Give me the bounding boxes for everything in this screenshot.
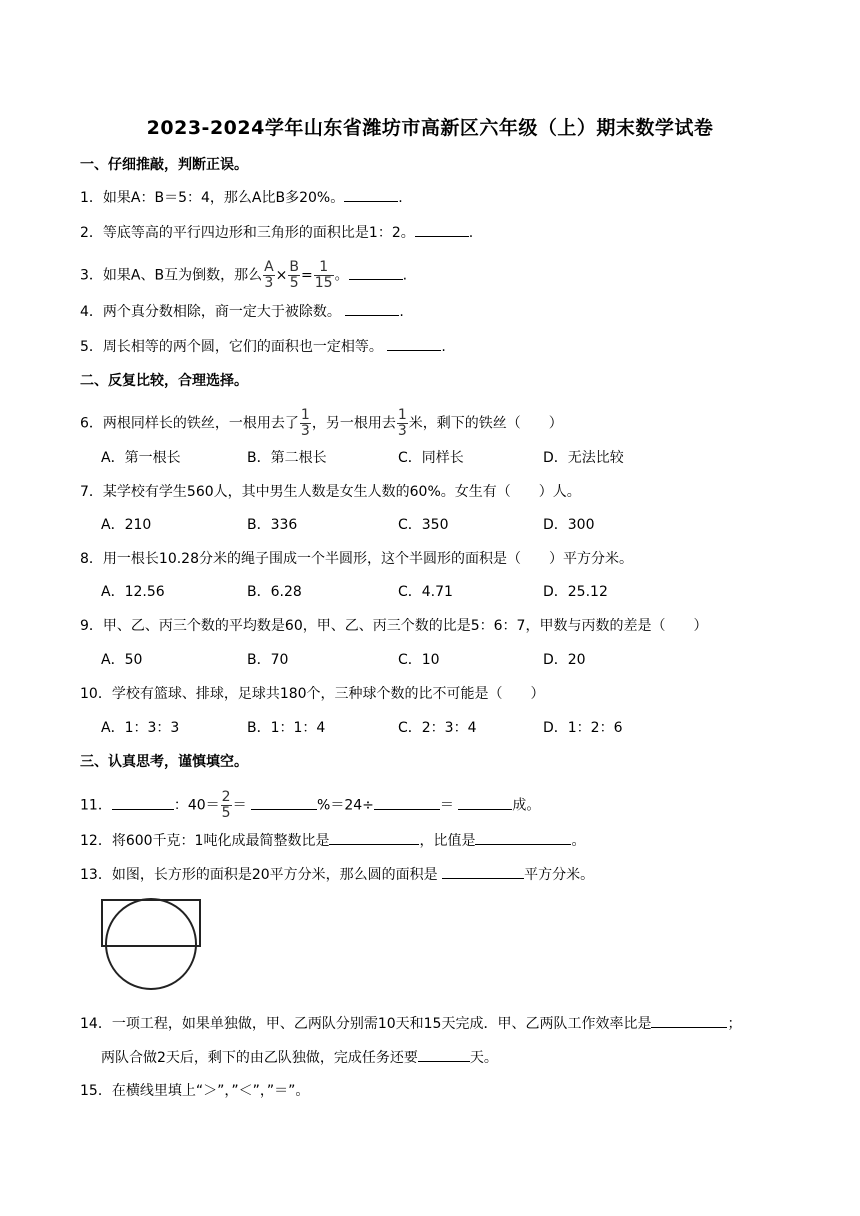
option-a[interactable]: A．1：3：3 — [101, 720, 180, 736]
equals-sign: = — [301, 267, 313, 284]
question-1-text: 1．如果A：B＝5：4，那么A比B多20%。 — [80, 190, 345, 206]
question-end-mark: . — [398, 190, 403, 206]
question-11 — [80, 790, 540, 821]
question-14-line-1 — [80, 1013, 741, 1034]
option-c[interactable]: C．10 — [398, 652, 440, 668]
question-6-middle-text: ，另一根用去 — [311, 415, 396, 432]
section-1-heading: 一、仔细推敲，判断正误。 — [80, 157, 248, 173]
option-d[interactable]: D．1：2：6 — [543, 720, 623, 736]
question-2 — [80, 222, 473, 243]
question-end-mark: . — [441, 339, 446, 355]
period: 。 — [334, 267, 349, 284]
question-end-mark: 。 — [571, 833, 586, 849]
option-b[interactable]: B．第二根长 — [247, 450, 327, 466]
question-13 — [80, 864, 594, 885]
equals-sign: ＝ — [439, 797, 454, 814]
question-13-end-text: 平方分米。 — [524, 867, 595, 883]
page-title: 2023-2024学年山东省潍坊市高新区六年级（上）期末数学试卷 — [146, 117, 714, 139]
question-6-text: 6．两根同样长的铁丝，一根用去了 — [80, 415, 299, 432]
answer-blank[interactable] — [345, 301, 399, 316]
question-15: 15．在横线里填上“＞”，”＜”，”＝”。 — [80, 1083, 310, 1099]
question-3 — [80, 260, 407, 291]
question-3-text: 3．如果A、B互为倒数，那么 — [80, 267, 263, 284]
rectangle-shape — [102, 900, 200, 946]
option-d[interactable]: D．无法比较 — [543, 450, 624, 466]
option-b[interactable]: B．6.28 — [247, 584, 302, 600]
answer-blank[interactable] — [415, 222, 469, 237]
option-c[interactable]: C．2：3：4 — [398, 720, 477, 736]
option-d[interactable]: D．300 — [543, 517, 595, 533]
option-c[interactable]: C．同样长 — [398, 450, 464, 466]
fraction-2-over-5: $\frac{2}{5}$ — [221, 789, 231, 821]
question-6 — [80, 408, 563, 439]
circle-shape — [106, 899, 196, 989]
answer-blank[interactable] — [387, 336, 441, 351]
fraction-a-over-3: $\frac{A}{3}$ — [264, 259, 274, 291]
answer-blank[interactable] — [442, 864, 524, 879]
fraction-1-over-3: $\frac{1}{3}$ — [300, 407, 310, 439]
question-14-text: 两队合做2天后，剩下的由乙队独做，完成任务还要 — [101, 1050, 418, 1066]
answer-blank[interactable] — [651, 1013, 727, 1028]
option-a[interactable]: A．210 — [101, 517, 152, 533]
question-1 — [80, 187, 403, 208]
answer-blank[interactable] — [344, 187, 398, 202]
times-sign: × — [275, 267, 288, 284]
option-a[interactable]: A．50 — [101, 652, 143, 668]
section-2-heading: 二、反复比较，合理选择。 — [80, 373, 248, 389]
answer-blank[interactable] — [329, 830, 419, 845]
question-14-semicolon: ； — [727, 1016, 742, 1032]
question-14-text: 14．一项工程，如果单独做，甲、乙两队分别需10天和15天完成．甲、乙两队工作效率比是 — [80, 1016, 652, 1032]
option-d[interactable]: D．25.12 — [543, 584, 608, 600]
rectangle-circle-figure — [100, 898, 202, 992]
equals-sign: ＝ — [232, 797, 247, 814]
option-b[interactable]: B．70 — [247, 652, 289, 668]
question-8: 8．用一根长10.28分米的绳子围成一个半圆形，这个半圆形的面积是（ ）平方分米。 — [80, 551, 633, 567]
option-b[interactable]: B．1：1：4 — [247, 720, 326, 736]
question-13-text: 13．如图，长方形的面积是20平方分米，那么圆的面积是 — [80, 867, 438, 883]
question-end-mark: . — [468, 225, 474, 241]
answer-blank[interactable] — [374, 795, 440, 810]
answer-blank[interactable] — [349, 265, 403, 280]
question-5-text: 5．周长相等的两个圆，它们的面积也一定相等。 — [80, 339, 383, 355]
question-4 — [80, 301, 404, 322]
question-12-middle-text: ，比值是 — [419, 833, 476, 849]
question-12 — [80, 830, 585, 851]
option-d[interactable]: D．20 — [543, 652, 586, 668]
fraction-1-over-15: $\frac{1}{15}$ — [314, 259, 333, 291]
question-12-text: 12．将600千克：1吨化成最简整数比是 — [80, 833, 330, 849]
option-a[interactable]: A．第一根长 — [101, 450, 181, 466]
question-end-mark: . — [399, 304, 404, 320]
section-3-heading: 三、认真思考，谨慎填空。 — [80, 754, 248, 770]
question-5 — [80, 336, 446, 357]
option-c[interactable]: C．4.71 — [398, 584, 453, 600]
question-11-number: 11． — [80, 797, 112, 814]
answer-blank[interactable] — [251, 795, 317, 810]
fraction-b-over-5: $\frac{B}{5}$ — [289, 259, 300, 291]
question-14-end-text: 天。 — [469, 1050, 498, 1066]
answer-blank[interactable] — [112, 795, 174, 810]
option-b[interactable]: B．336 — [247, 517, 298, 533]
answer-blank[interactable] — [458, 795, 512, 810]
fraction-1-over-3: $\frac{1}{3}$ — [397, 407, 407, 439]
question-11-text: %＝24÷ — [317, 797, 374, 814]
option-a[interactable]: A．12.56 — [101, 584, 165, 600]
answer-blank[interactable] — [418, 1047, 470, 1062]
question-6-end-text: 米，剩下的铁丝（ ） — [408, 415, 563, 432]
option-c[interactable]: C．350 — [398, 517, 449, 533]
answer-blank[interactable] — [475, 830, 571, 845]
question-11-end-text: 成。 — [512, 797, 541, 814]
question-end-mark: . — [402, 267, 408, 284]
question-10: 10．学校有篮球、排球，足球共180个，三种球个数的比不可能是（ ） — [80, 686, 545, 702]
question-11-text: ：40＝ — [173, 797, 220, 814]
question-4-text: 4．两个真分数相除，商一定大于被除数。 — [80, 304, 341, 320]
question-9: 9．甲、乙、丙三个数的平均数是60，甲、乙、丙三个数的比是5：6：7，甲数与丙数的差是（ ） — [80, 618, 708, 634]
question-7: 7．某学校有学生560人，其中男生人数是女生人数的60%。女生有（ ）人。 — [80, 484, 581, 500]
question-2-text: 2．等底等高的平行四边形和三角形的面积比是1：2。 — [80, 225, 415, 241]
question-14-line-2 — [101, 1047, 498, 1068]
